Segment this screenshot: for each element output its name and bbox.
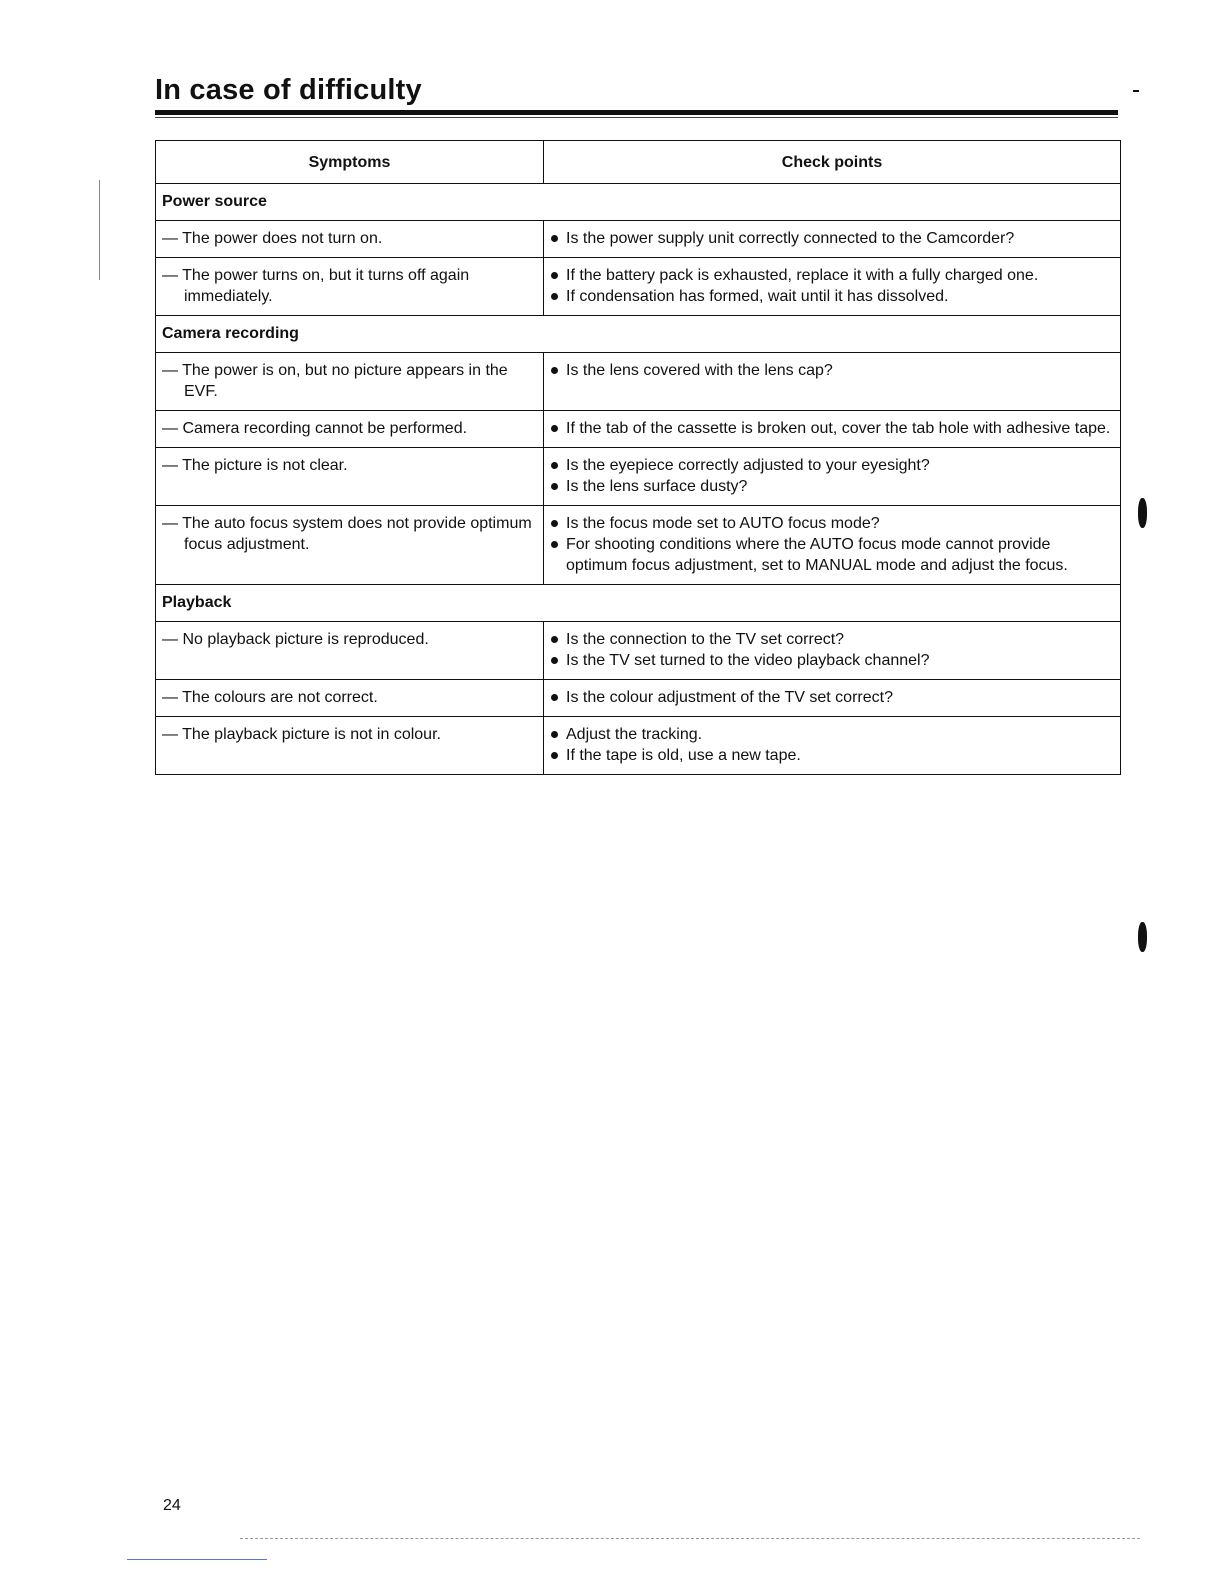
check-point-text: If the battery pack is exhausted, replace it with a fully charged one. [566,267,1039,284]
margin-mark-right-2 [1138,922,1147,952]
check-point-text: Is the TV set turned to the video playback channel? [566,652,930,669]
bullet-icon [551,272,558,279]
table-row [156,506,1121,585]
bullet-icon [551,235,558,242]
symptom-text: — The colours are not correct. [162,689,378,706]
header-symptoms: Symptoms [156,141,544,184]
symptom-cell [156,680,544,717]
header-check-points: Check points [544,141,1121,184]
title-underline-thin [155,117,1118,118]
table-body [156,184,1121,775]
check-points-cell [544,506,1121,585]
symptom-text: — The playback picture is not in colour. [162,726,441,743]
bullet-icon [551,636,558,643]
symptom-cell [156,221,544,258]
bullet-icon [551,694,558,701]
check-point-item [550,745,1112,766]
check-point-text: Is the power supply unit correctly connected to the Camcorder? [566,230,1015,247]
check-point-item [550,513,1112,534]
table-row [156,622,1121,680]
check-points-cell [544,622,1121,680]
symptom-text: — No playback picture is reproduced. [162,631,429,648]
scan-artifact-underline [127,1559,267,1560]
check-points-list [550,455,1112,497]
symptom-cell [156,506,544,585]
table-row [156,717,1121,775]
table-row [156,411,1121,448]
table-row [156,680,1121,717]
check-point-text: Is the colour adjustment of the TV set correct? [566,689,893,706]
check-points-list [550,724,1112,766]
check-points-list [550,360,1112,381]
bullet-icon [551,520,558,527]
symptom-cell [156,717,544,775]
check-points-cell [544,680,1121,717]
section-heading: Power source [156,184,1121,221]
troubleshooting-table [155,140,1121,775]
check-points-cell [544,221,1121,258]
scan-artifact-line [240,1538,1140,1541]
check-points-list [550,265,1112,307]
bullet-icon [551,483,558,490]
check-point-text: If the tape is old, use a new tape. [566,747,801,764]
check-point-item [550,687,1112,708]
margin-mark-left [99,180,100,280]
check-point-item [550,534,1112,576]
symptom-text: — The power turns on, but it turns off again immediately. [162,267,470,305]
section-row [156,184,1121,221]
bullet-icon [551,462,558,469]
symptom-text: — The picture is not clear. [162,457,348,474]
bullet-icon [551,367,558,374]
check-point-text: Is the lens surface dusty? [566,478,748,495]
check-point-text: For shooting conditions where the AUTO focus mode cannot provide optimum focus adjustment, set to MANUAL mode and adjust the focus. [566,536,1068,574]
symptom-cell [156,258,544,316]
bullet-icon [551,425,558,432]
check-point-item [550,418,1112,439]
table-row [156,221,1121,258]
bullet-icon [551,731,558,738]
symptom-cell [156,411,544,448]
check-point-item [550,650,1112,671]
check-points-list [550,418,1112,439]
check-point-item [550,724,1112,745]
symptom-text: — The power does not turn on. [162,230,383,247]
check-points-cell [544,411,1121,448]
bullet-icon [551,752,558,759]
title-underline [155,110,1118,115]
table-row [156,258,1121,316]
bullet-icon [551,657,558,664]
check-point-text: Is the connection to the TV set correct? [566,631,845,648]
check-points-list [550,687,1112,708]
check-points-cell [544,448,1121,506]
page-title: In case of difficulty [155,74,422,106]
check-point-item [550,629,1112,650]
margin-mark-top-right [1133,90,1139,92]
page-number: 24 [163,1497,181,1514]
check-point-text: If the tab of the cassette is broken out, cover the tab hole with adhesive tape. [566,420,1111,437]
check-point-item [550,265,1112,286]
check-point-item [550,360,1112,381]
check-point-text: Adjust the tracking. [566,726,703,743]
bullet-icon [551,541,558,548]
check-point-item [550,455,1112,476]
check-point-text: Is the lens covered with the lens cap? [566,362,833,379]
symptom-text: — The auto focus system does not provide optimum focus adjustment. [162,515,532,553]
check-point-item [550,476,1112,497]
symptom-cell [156,448,544,506]
section-heading: Playback [156,585,1121,622]
check-points-cell [544,258,1121,316]
symptom-text: — The power is on, but no picture appears in the EVF. [162,362,508,400]
symptom-cell [156,622,544,680]
bullet-icon [551,293,558,300]
check-point-text: Is the eyepiece correctly adjusted to your eyesight? [566,457,930,474]
check-points-list [550,228,1112,249]
check-points-list [550,513,1112,576]
check-point-text: Is the focus mode set to AUTO focus mode? [566,515,880,532]
check-points-list [550,629,1112,671]
check-points-cell [544,353,1121,411]
table-row [156,353,1121,411]
section-row [156,585,1121,622]
check-point-item [550,228,1112,249]
section-heading: Camera recording [156,316,1121,353]
check-point-item [550,286,1112,307]
table-row [156,448,1121,506]
symptom-text: — Camera recording cannot be performed. [162,420,468,437]
check-point-text: If condensation has formed, wait until it has dissolved. [566,288,949,305]
check-points-cell [544,717,1121,775]
table-header-row [156,141,1121,184]
margin-mark-right-1 [1138,498,1147,528]
section-row [156,316,1121,353]
symptom-cell [156,353,544,411]
